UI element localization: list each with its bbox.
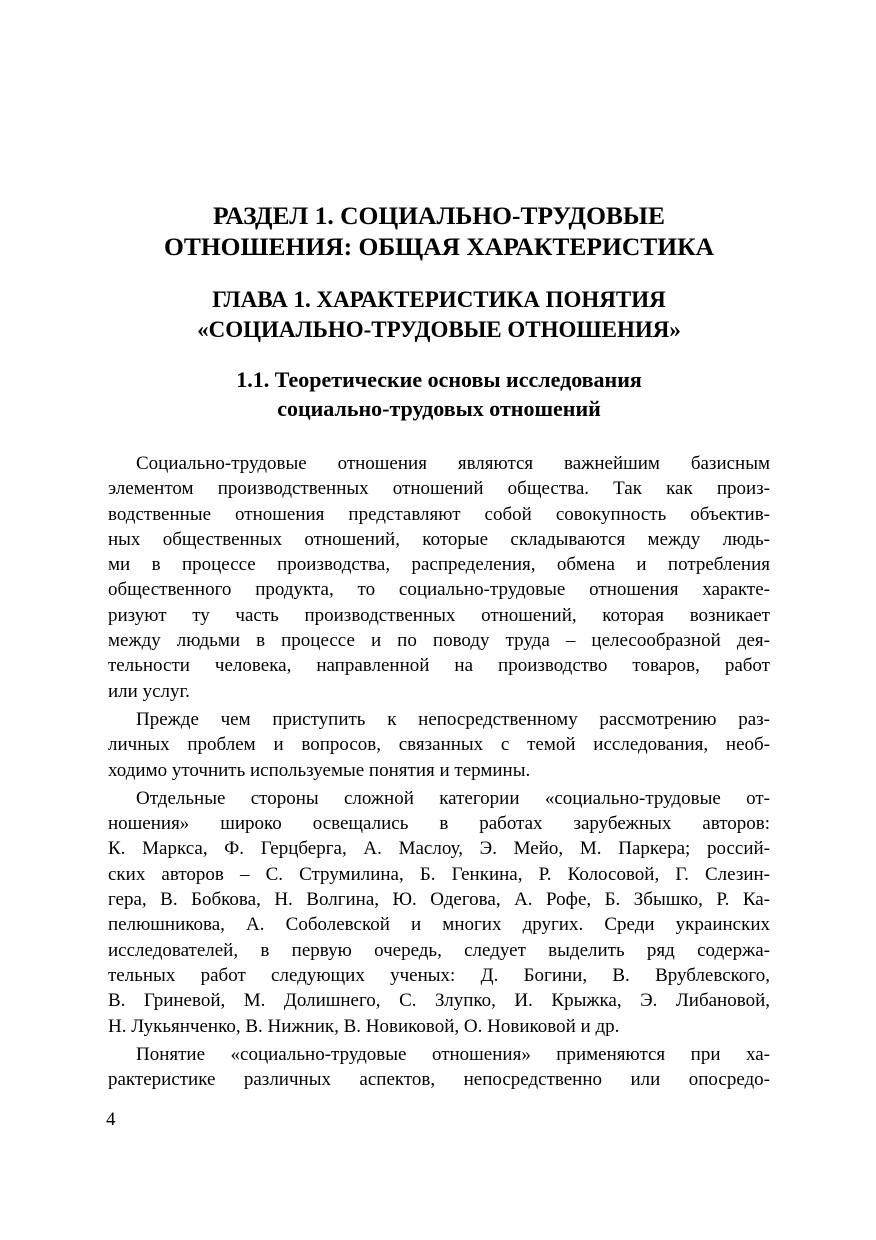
paragraph-line: Понятие «социально-трудовые отношения» применяются при ха- xyxy=(136,1043,770,1065)
paragraph-line: ризуют ту часть производственных отношений, которая возникает xyxy=(108,604,770,626)
paragraph-line: ношения» широко освещались в работах зарубежных авторов: xyxy=(108,813,770,835)
paragraph-line: ми в процессе производства, распределения, обмена и потребления xyxy=(108,554,770,576)
page-number: 4 xyxy=(106,1109,116,1130)
paragraph-line: ных общественных отношений, которые складываются между людь- xyxy=(108,528,770,550)
subsection-title xyxy=(108,365,770,423)
paragraph-line: Отдельные стороны сложной категории «социально-трудовые от- xyxy=(136,787,770,809)
paragraph xyxy=(108,707,770,783)
paragraph-line: пелюшникова, А. Соболевской и многих других. Среди украинских xyxy=(108,914,770,936)
paragraph-line: исследователей, в первую очередь, следует выделить ряд содержа- xyxy=(108,939,770,961)
paragraph-line: В. Гриневой, М. Долишнего, С. Злупко, И. Крыжка, Э. Либановой, xyxy=(108,990,770,1012)
paragraph-line: ходимо уточнить используемые понятия и термины. xyxy=(108,759,531,781)
paragraph-line: ских авторов – С. Струмилина, Б. Генкина, Р. Колосовой, Г. Слезин- xyxy=(108,863,770,885)
book-page xyxy=(108,200,770,1095)
paragraph-line: К. Маркса, Ф. Герцберга, А. Маслоу, Э. Мейо, М. Паркера; россий- xyxy=(108,838,770,860)
paragraph xyxy=(108,786,770,1039)
chapter-title-line: ГЛАВА 1. ХАРАКТЕРИСТИКА ПОНЯТИЯ xyxy=(212,287,666,312)
paragraph-line: общественного продукта, то социально-трудовые отношения характе- xyxy=(108,579,770,601)
paragraph xyxy=(108,451,770,704)
body-text xyxy=(108,451,770,1092)
paragraph-line: или услуг. xyxy=(108,680,190,702)
paragraph-line: элементом производственных отношений общества. Так как произ- xyxy=(108,478,770,500)
paragraph-line: Н. Лукьянченко, В. Нижник, В. Новиковой, О. Новиковой и др. xyxy=(108,1015,620,1037)
paragraph-line: рактеристике различных аспектов, непосредственно или опосредо- xyxy=(108,1069,770,1091)
paragraph-line: тельных работ следующих ученых: Д. Богини, В. Врублевского, xyxy=(108,964,770,986)
paragraph-line: Социально-трудовые отношения являются важнейшим базисным xyxy=(136,453,770,474)
paragraph-line: гера, В. Бобкова, Н. Волгина, Ю. Одегова, А. Рофе, Б. Збышко, Р. Ка- xyxy=(108,889,770,911)
paragraph-line: водственные отношения представляют собой совокупность объектив- xyxy=(108,503,770,525)
paragraph-line: тельности человека, направленной на производство товаров, работ xyxy=(108,655,770,677)
chapter-title xyxy=(108,285,770,345)
paragraph xyxy=(108,1042,770,1093)
section-title xyxy=(108,200,770,262)
subsection-title-line: социально-трудовых отношений xyxy=(277,396,601,421)
section-title-line: РАЗДЕЛ 1. СОЦИАЛЬНО-ТРУДОВЫЕ xyxy=(213,201,665,230)
section-title-line: ОТНОШЕНИЯ: ОБЩАЯ ХАРАКТЕРИСТИКА xyxy=(163,232,715,261)
paragraph-line: личных проблем и вопросов, связанных с темой исследования, необ- xyxy=(108,734,770,756)
paragraph-line: Прежде чем приступить к непосредственному рассмотрению раз- xyxy=(136,708,770,730)
paragraph-line: между людьми в процессе и по поводу труда – целесообразной дея- xyxy=(108,630,770,652)
subsection-title-line: 1.1. Теоретические основы исследования xyxy=(236,367,642,392)
chapter-title-line: «СОЦИАЛЬНО-ТРУДОВЫЕ ОТНОШЕНИЯ» xyxy=(197,317,681,342)
